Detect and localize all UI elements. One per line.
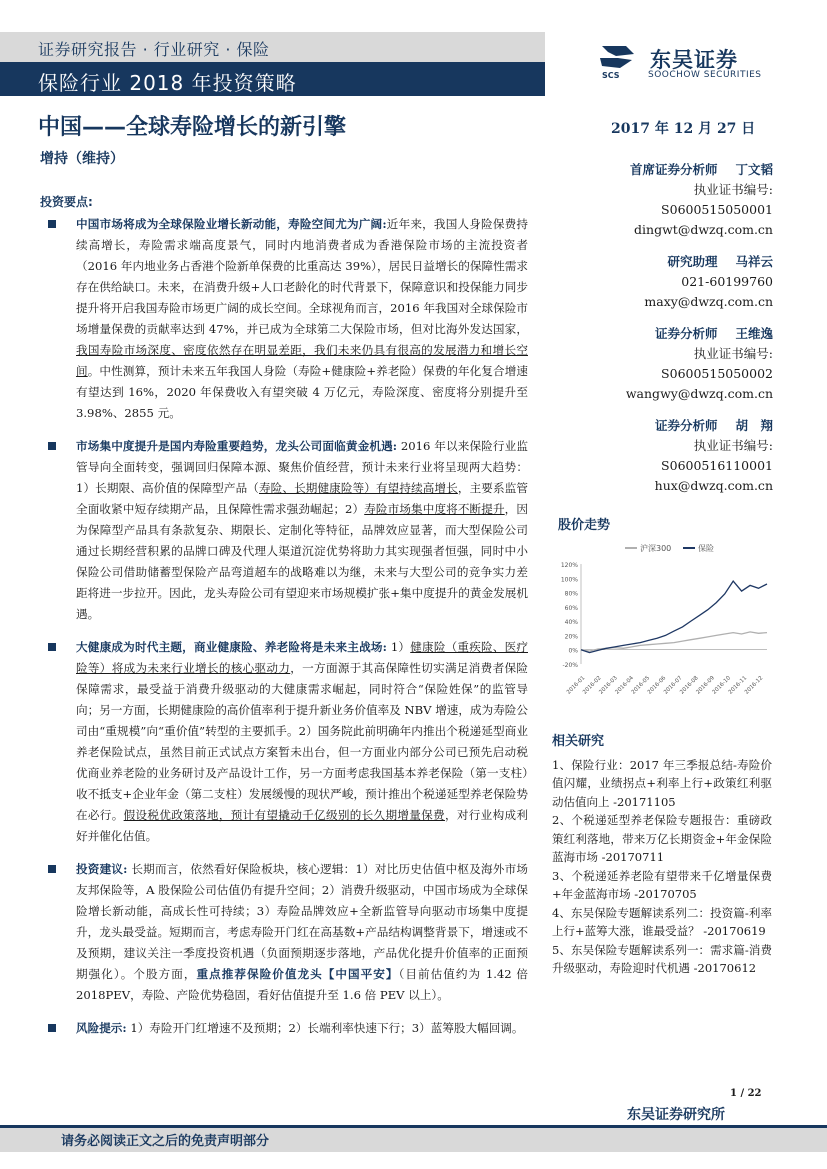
analyst-role: 证券分析师: [654, 326, 718, 341]
point-underline: 寿险市场集中度将不断提升: [364, 502, 505, 516]
bullet-square-icon: [48, 220, 56, 228]
analyst-name: 王维逸: [735, 326, 773, 341]
bullet-square-icon: [48, 1024, 56, 1032]
analyst-email[interactable]: wangwy@dwzq.com.cn: [625, 386, 773, 401]
x-tick-label: 2016-06: [646, 675, 668, 696]
point-underline: 寿险、长期健康险等）有望持续高增长: [258, 481, 458, 495]
analyst-role: 首席证券分析师: [629, 162, 718, 177]
analyst-panel: [558, 160, 773, 508]
bullet-square-icon: [48, 442, 56, 450]
point-text: （目前估值约为 1.42 倍 2018PEV，寿险、产险优势稳固，看好估值提升至 1.6 倍 PEV 以上）。: [76, 967, 528, 1002]
point-block: [40, 637, 528, 847]
point-text: 近年来，我国人身险保费持续高增长，寿险需求端高度景气，同时内地消费者成为香港保险市场的主流投资者（2016 年内地业务占香港个险新单保费的比重高达 39%），居民日益增长的保障性需求存在供给缺口。未来，在消费升级+人口老龄化的时代背景下，保障意识和投保能力同步提升将开启我国寿险市场更广阔的成长空间。全球视角而言，2016 年我国对全球保险市场增量保费的贡献率达到 47%，并已成为全球第二大保险市场，但对比海外发达国家，: [76, 217, 528, 336]
legend-label: 沪深300: [640, 544, 672, 553]
points-heading: 投资要点:: [40, 195, 93, 209]
point-lead: 投资建议:: [76, 862, 128, 876]
point-underline: 健康险（重疾险、医疗险等）将成为未来行业增长的核心驱动力: [76, 640, 528, 675]
x-tick-label: 2016-09: [695, 675, 716, 696]
x-tick-label: 2016-02: [582, 675, 603, 696]
x-tick-label: 2016-08: [679, 675, 700, 696]
analyst-role: 证券分析师: [654, 418, 718, 433]
page-title: 中国——全球寿险增长的新引擎: [38, 115, 347, 140]
bullet-square-icon: [48, 643, 56, 651]
analyst-detail: 执业证书编号:: [693, 438, 773, 453]
y-tick-label: 60%: [564, 604, 578, 612]
analyst-detail: 执业证书编号:: [693, 182, 773, 197]
point-text: ，对行业构成利好并催化估值。: [76, 808, 528, 843]
logo-text-en: SOOCHOW SECURITIES: [648, 70, 762, 80]
series-title: 保险行业 2018 年投资策略: [38, 71, 297, 95]
analyst-detail: S0600516110001: [661, 458, 773, 473]
y-tick-label: 100%: [560, 576, 578, 584]
x-tick-label: 2016-11: [727, 675, 749, 696]
x-tick-label: 2016-12: [743, 675, 765, 696]
legend-label: 保险: [698, 544, 714, 553]
chart-section-label: 股价走势: [558, 518, 611, 533]
x-tick-label: 2016-07: [663, 675, 684, 696]
logo-mark-text: SCS: [602, 71, 620, 80]
analyst-name: 胡 翔: [735, 418, 773, 433]
point-block: [40, 1018, 528, 1039]
point-text: 1）: [386, 640, 411, 654]
point-text: ，一方面源于其高保障性切实满足消费者保险保障需求，最受益于消费升级驱动的大健康需求崛起，同时符合“保险姓保”的监管导向；另一方面，长期健康险的高价值率利于提升新业务价值率及 NBV 增速，成为寿险公司由“重规模”向“重价值”转型的主要抓手。2）国务院此前明确年内推出个税递延型商业养老保险试点，虽然目前正式试点方案暂未出台，但一方面业内部分公司已预先启动税优商业养老险的业务研讨及产品设计工作，另一方面考虑我国基本养老保险（第一支柱）收不抵支+企业年金（第二支柱）发展缓慢的现状严峻，预计推出个税递延型养老保险势在必行。: [76, 661, 528, 822]
analyst-detail: 021-60199760: [681, 274, 773, 289]
disclaimer-note: 请务必阅读正文之后的免责声明部分: [61, 1134, 270, 1149]
analyst-email[interactable]: dingwt@dwzq.com.cn: [634, 222, 773, 237]
related-item[interactable]: 4、东吴保险专题解读系列二：投资篇-利率上行+蓝筹大涨，谁最受益？ -20170619: [552, 905, 772, 938]
page-number: 1 / 22: [730, 1088, 762, 1099]
point-text: 。中性测算，预计未来五年我国人身险（寿险+健康险+养老险）保费的年化复合增速有望达到 16%，2020 年保费收入有望突破 4 万亿元，寿险深度、密度将分别提升至 3.98%、2855 元。: [76, 364, 528, 420]
report-category: 证券研究报告 · 行业研究 · 保险: [38, 40, 270, 59]
y-tick-label: 20%: [564, 633, 578, 641]
y-tick-label: 40%: [564, 619, 578, 627]
related-heading: 相关研究: [552, 734, 605, 749]
analyst-card: [558, 416, 773, 496]
analyst-role: 研究助理: [667, 254, 718, 269]
point-text: ，因为保障型产品具有条款复杂、期限长、定制化等特征，品牌效应显著，而大型保险公司通过长期经营积累的品牌口碑及代理人渠道沉淀优势将助力其实现强者恒强，同时中小保险公司借助储蓄型保险产品弯道超车的战略难以为继，未来与大型公司的竞争实力差距将进一步拉开。因此，龙头寿险公司有望迎来市场规模扩张+集中度提升的黄金发展机遇。: [76, 502, 528, 621]
analyst-email[interactable]: maxy@dwzq.com.cn: [644, 294, 773, 309]
point-block: [40, 214, 528, 424]
x-tick-label: 2016-03: [598, 675, 619, 696]
related-item[interactable]: 5、东吴保险专题解读系列一：需求篇-消费升级驱动，寿险迎时代机遇 -20170612: [552, 942, 772, 975]
y-tick-label: 80%: [564, 590, 578, 598]
logo-mark-icon: [600, 46, 634, 68]
x-tick-label: 2016-10: [711, 675, 733, 696]
x-tick-label: 2016-05: [630, 675, 652, 696]
analyst-detail: S0600515050001: [661, 202, 773, 217]
point-text: 1）寿险开门红增速不及预期；2）长端利率快速下行；3）蓝筹股大幅回调。: [126, 1021, 524, 1035]
analyst-detail: S0600515050002: [661, 366, 773, 381]
point-block: [40, 436, 528, 625]
point-bold: 重点推荐保险价值龙头【中国平安】: [196, 967, 399, 981]
logo-text-cn: 东吴证券: [650, 48, 738, 72]
series-line-insurance: [581, 581, 767, 653]
point-lead: 大健康成为时代主题，商业健康险、养老险将是未来主战场:: [76, 640, 387, 654]
point-text: 长期而言，依然看好保险板块，核心逻辑：1）对比历史估值中枢及海外市场友邦保险等，A 股保险公司估值仍有提升空间；2）消费升级驱动，中国市场成为全球保险增长新动能，高成长性可持续；3）寿险品牌效应+全新监管导向驱动市场集中度提升，龙头最受益。短期而言，考虑寿险开门红在高基数+产品结构调整背景下，增速或不及预期，建议关注一季度投资机遇（负面预期逐步落地，产品优化提升价值率的正面预期强化）。个股方面，: [76, 862, 528, 981]
point-block: [40, 859, 528, 1006]
analyst-card: [558, 252, 773, 312]
footer-divider: [0, 1125, 827, 1128]
related-item[interactable]: 1、保险行业：2017 年三季报总结-寿险价值闪耀，业绩拐点+利率上行+政策红利驱动估值向上 -20171105: [552, 757, 772, 809]
x-tick-label: 2016-04: [614, 675, 635, 696]
analyst-card: [558, 160, 773, 240]
related-research: [552, 733, 772, 978]
x-tick-label: 2016-01: [565, 675, 587, 696]
y-tick-label: 0%: [568, 647, 578, 655]
related-item[interactable]: 3、个税递延养老险有望带来千亿增量保费+年金蓝海市场 -20170705: [552, 868, 772, 901]
point-lead: 市场集中度提升是国内寿险重要趋势，龙头公司面临黄金机遇:: [76, 439, 398, 453]
analyst-card: [558, 324, 773, 404]
analyst-detail: 执业证书编号:: [693, 346, 773, 361]
point-underline: 假设税优政策落地，预计有望撬动千亿级别的长久期增量保费: [123, 808, 445, 822]
point-text: 2016 年以来保险行业监管导向全面转变，强调回归保障本源、聚焦价值经营，预计未来行业将呈现两大趋势：1）长期限、高价值的保障型产品（: [76, 439, 528, 495]
rating-badge: 增持（维持）: [40, 151, 124, 167]
point-lead: 中国市场将成为全球保险业增长新动能，寿险空间尤为广阔:: [76, 217, 387, 231]
related-item[interactable]: 2、个税递延型养老保险专题报告：重磅政策红利落地，带来万亿长期资金+年金保险蓝海市场 -20170711: [552, 813, 772, 864]
analyst-name: 马祥云: [735, 254, 773, 269]
analyst-name: 丁文韬: [735, 162, 773, 177]
y-tick-label: -20%: [562, 662, 578, 669]
price-chart-svg: [555, 538, 775, 698]
footer-org: 东吴证券研究所: [627, 1107, 725, 1123]
price-chart: [555, 538, 775, 698]
analyst-email[interactable]: hux@dwzq.com.cn: [654, 478, 773, 493]
investment-points: [40, 192, 528, 1051]
point-underline: 我国寿险市场深度、密度依然存在明显差距，我们未来仍具有很高的发展潜力和增长空间: [76, 343, 528, 378]
point-text: ，主要系监管全面收紧中短存续期产品，且保障性需求强劲崛起；2）: [76, 481, 528, 516]
report-date: 2017 年 12 月 27 日: [611, 121, 756, 137]
y-tick-label: 120%: [560, 562, 578, 569]
bullet-square-icon: [48, 865, 56, 873]
point-lead: 风险提示:: [76, 1021, 127, 1035]
